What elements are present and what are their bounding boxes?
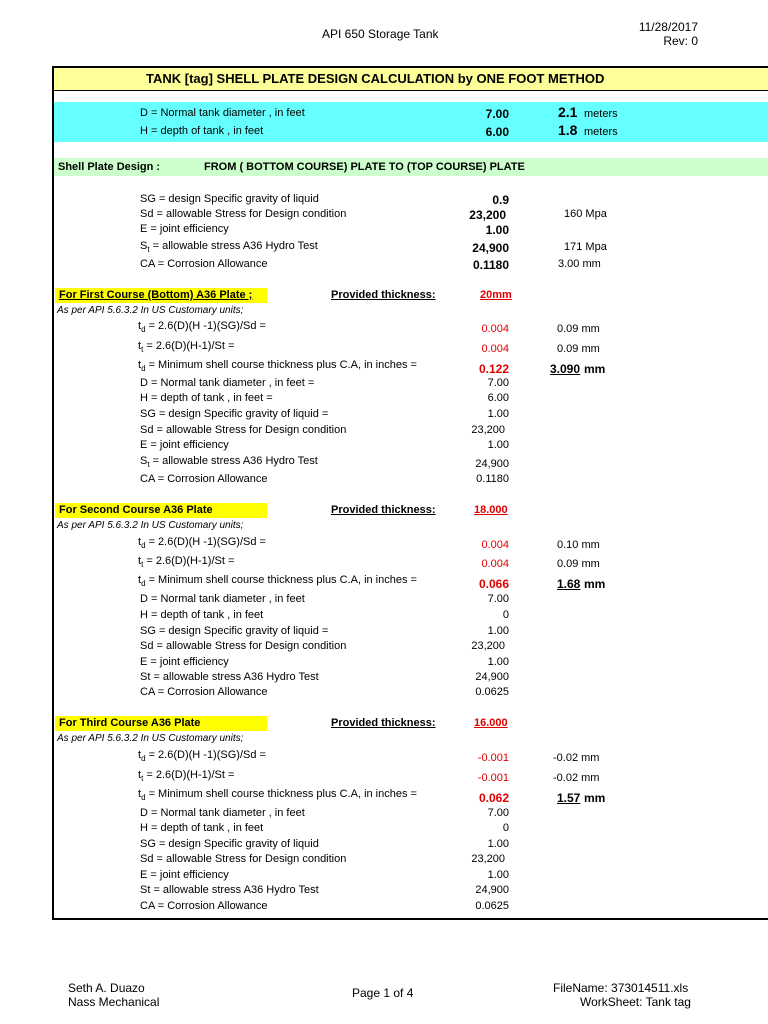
page-header-rev: Rev: 0 <box>663 34 698 48</box>
course2-sd-label: Sd = allowable Stress for Design condition <box>140 640 347 652</box>
course1-tmin-symbol: t <box>138 359 142 371</box>
footer-worksheet: WorkSheet: Tank tag <box>580 995 691 1009</box>
shell-design-desc: FROM ( BOTTOM COURSE) PLATE TO (TOP COURSE) PLATE <box>204 161 525 173</box>
course2-d-value: 7.00 <box>487 593 509 605</box>
course1-title: For First Course (Bottom) A36 Plate ; <box>59 289 253 301</box>
course1-st-label <box>140 455 318 467</box>
course3-sd-value: 23,200 <box>471 853 505 865</box>
diameter-label: D = Normal tank diameter , in feet <box>140 107 305 119</box>
course1-tmin-subscript: d <box>141 364 146 373</box>
course2-provided-value: 18.000 <box>474 504 508 516</box>
course1-e-label: E = joint efficiency <box>140 439 229 451</box>
course1-st-subscript: t <box>147 460 150 469</box>
course1-d-value: 7.00 <box>487 377 509 389</box>
course3-e-value: 1.00 <box>487 869 509 881</box>
course3-tt-value: -0.001 <box>477 772 509 784</box>
course1-e-value: 1.00 <box>487 439 509 451</box>
course2-ca-value: 0.0625 <box>475 686 509 698</box>
page-header-date: 11/28/2017 <box>638 20 698 34</box>
course1-tmin-formula: = Minimum shell course thickness plus C.A, in inches = <box>145 359 417 371</box>
param-ca-value: 0.1180 <box>472 258 509 272</box>
param-ca-metric: 3.00 mm <box>558 258 601 270</box>
course1-tt-symbol: t <box>138 340 142 352</box>
course1-provided-label: Provided thickness: <box>331 289 436 301</box>
param-st-desc: = allowable stress A36 Hydro Test <box>149 240 318 252</box>
course3-td-value: -0.001 <box>477 752 509 764</box>
course1-tt-value: 0.004 <box>481 343 509 355</box>
course1-sd-value: 23,200 <box>471 424 505 436</box>
course2-h-value: 0 <box>502 609 509 621</box>
course2-td-formula: = 2.6(D)(H -1)(SG)/Sd = <box>145 536 266 548</box>
course2-tmin-mm: 1.68 <box>557 577 581 591</box>
course1-h-value: 6.00 <box>487 392 509 404</box>
course2-sg-label: SG = design Specific gravity of liquid = <box>140 625 329 637</box>
course3-st-value: 24,900 <box>475 884 509 896</box>
diameter-value: 7.00 <box>485 107 509 121</box>
course3-sg-value: 1.00 <box>487 838 509 850</box>
diameter-unit: meters <box>584 108 618 120</box>
course1-sd-label: Sd = allowable Stress for Design condition <box>140 424 347 436</box>
course2-as-per: As per API 5.6.3.2 In US Customary units; <box>57 520 244 531</box>
course2-tmin-unit: mm <box>584 577 606 591</box>
depth-unit: meters <box>584 126 618 138</box>
course2-st-value: 24,900 <box>475 671 509 683</box>
param-ca-label: CA = Corrosion Allowance <box>140 258 268 270</box>
depth-metric: 1.8 <box>558 122 578 138</box>
course3-ca-value: 0.0625 <box>475 900 509 912</box>
course3-tmin-mm: 1.57 <box>557 791 581 805</box>
course2-td-value: 0.004 <box>481 539 509 551</box>
course1-d-label: D = Normal tank diameter , in feet = <box>140 377 315 389</box>
course2-tt-label <box>138 555 234 567</box>
course3-d-value: 7.00 <box>487 807 509 819</box>
course2-td-mm: 0.10 mm <box>557 539 600 551</box>
depth-label: H = depth of tank , in feet <box>140 125 264 137</box>
course3-tmin-subscript: d <box>141 793 146 802</box>
course1-tmin-label <box>138 359 417 371</box>
course2-td-label <box>138 536 266 548</box>
course3-h-value: 0 <box>502 822 509 834</box>
param-st-symbol: S <box>140 240 148 252</box>
course1-sg-value: 1.00 <box>487 408 509 420</box>
course1-td-subscript: d <box>141 325 146 334</box>
course2-sg-value: 1.00 <box>487 625 509 637</box>
course3-st-label: St = allowable stress A36 Hydro Test <box>140 884 319 896</box>
course3-tt-symbol: t <box>138 769 142 781</box>
course3-ca-label: CA = Corrosion Allowance <box>140 900 268 912</box>
footer-author: Seth A. Duazo <box>68 981 145 995</box>
course1-td-formula: = 2.6(D)(H -1)(SG)/Sd = <box>145 320 266 332</box>
course3-tt-label <box>138 769 234 781</box>
course1-tt-subscript: t <box>141 345 144 354</box>
course3-title: For Third Course A36 Plate <box>59 717 201 729</box>
course3-td-symbol: t <box>138 749 142 761</box>
course2-td-symbol: t <box>138 536 142 548</box>
param-e-value: 1.00 <box>485 223 509 237</box>
param-sg-value: 0.9 <box>492 193 509 207</box>
param-e-label: E = joint efficiency <box>140 223 229 235</box>
course2-tmin-value: 0.066 <box>478 577 509 591</box>
footer-page: Page 1 of 4 <box>352 986 414 1000</box>
course1-td-label <box>138 320 266 332</box>
param-sd-metric: 160 Mpa <box>564 208 607 220</box>
page-header-title: API 650 Storage Tank <box>322 27 439 41</box>
course3-h-label: H = depth of tank , in feet <box>140 822 264 834</box>
course1-ca-value: 0.1180 <box>476 473 509 485</box>
course2-tt-value: 0.004 <box>481 558 509 570</box>
course2-ca-label: CA = Corrosion Allowance <box>140 686 268 698</box>
course3-sg-label: SG = design Specific gravity of liquid <box>140 838 319 850</box>
param-sg-label: SG = design Specific gravity of liquid <box>140 193 319 205</box>
course1-tmin-value: 0.122 <box>478 362 509 376</box>
course2-tmin-subscript: d <box>141 579 146 588</box>
course2-e-value: 1.00 <box>487 656 509 668</box>
footer-company: Nass Mechanical <box>68 995 160 1009</box>
course1-st-symbol: S <box>140 455 148 467</box>
course3-provided-value: 16.000 <box>474 717 508 729</box>
course3-tmin-unit: mm <box>584 791 606 805</box>
depth-value: 6.00 <box>485 125 509 139</box>
param-st-label <box>140 240 318 252</box>
course3-td-mm: -0.02 mm <box>553 752 600 764</box>
course2-tt-formula: = 2.6(D)(H-1)/St = <box>143 555 235 567</box>
course2-tt-subscript: t <box>141 560 144 569</box>
course1-td-value: 0.004 <box>481 323 509 335</box>
course3-tmin-value: 0.062 <box>478 791 509 805</box>
course3-td-subscript: d <box>141 754 146 763</box>
course1-tmin-mm: 3.090 <box>550 362 581 376</box>
course1-as-per: As per API 5.6.3.2 In US Customary units; <box>57 305 244 316</box>
diameter-metric: 2.1 <box>558 104 578 120</box>
course1-st-desc: = allowable stress A36 Hydro Test <box>149 455 318 467</box>
course2-d-label: D = Normal tank diameter , in feet <box>140 593 305 605</box>
course3-td-label <box>138 749 266 761</box>
course1-provided-value: 20mm <box>480 289 512 301</box>
course1-st-value: 24,900 <box>475 458 509 470</box>
course2-provided-label: Provided thickness: <box>331 504 436 516</box>
course2-st-label: St = allowable stress A36 Hydro Test <box>140 671 319 683</box>
param-st-subscript: t <box>147 245 150 254</box>
main-title: TANK [tag] SHELL PLATE DESIGN CALCULATION by ONE FOOT METHOD <box>146 71 605 86</box>
course3-d-label: D = Normal tank diameter , in feet <box>140 807 305 819</box>
param-sd-value: 23,200 <box>469 208 506 222</box>
course1-h-label: H = depth of tank , in feet = <box>140 392 273 404</box>
course2-sd-value: 23,200 <box>471 640 505 652</box>
shell-design-label: Shell Plate Design : <box>58 161 161 173</box>
course3-sd-label: Sd = allowable Stress for Design condition <box>140 853 347 865</box>
course3-tmin-formula: = Minimum shell course thickness plus C.A, in inches = <box>145 788 417 800</box>
course2-tmin-symbol: t <box>138 574 142 586</box>
course3-tt-mm: -0.02 mm <box>553 772 600 784</box>
course1-ca-label: CA = Corrosion Allowance <box>140 473 268 485</box>
course2-tmin-label <box>138 574 417 586</box>
course2-h-label: H = depth of tank , in feet <box>140 609 264 621</box>
course1-tt-formula: = 2.6(D)(H-1)/St = <box>143 340 235 352</box>
course1-sg-label: SG = design Specific gravity of liquid = <box>140 408 329 420</box>
course3-provided-label: Provided thickness: <box>331 717 436 729</box>
course1-tt-label <box>138 340 234 352</box>
course1-td-mm: 0.09 mm <box>557 323 600 335</box>
param-st-metric: 171 Mpa <box>564 241 607 253</box>
course1-td-symbol: t <box>138 320 142 332</box>
course2-e-label: E = joint efficiency <box>140 656 229 668</box>
course3-tmin-label <box>138 788 417 800</box>
course3-tmin-symbol: t <box>138 788 142 800</box>
course3-e-label: E = joint efficiency <box>140 869 229 881</box>
course2-tmin-formula: = Minimum shell course thickness plus C.A, in inches = <box>145 574 417 586</box>
course3-tt-formula: = 2.6(D)(H-1)/St = <box>143 769 235 781</box>
course3-as-per: As per API 5.6.3.2 In US Customary units; <box>57 733 244 744</box>
course3-tt-subscript: t <box>141 774 144 783</box>
course1-tmin-unit: mm <box>584 362 606 376</box>
course1-tt-mm: 0.09 mm <box>557 343 600 355</box>
param-sd-label: Sd = allowable Stress for Design condition <box>140 208 347 220</box>
course2-tt-mm: 0.09 mm <box>557 558 600 570</box>
course2-title: For Second Course A36 Plate <box>59 504 213 516</box>
course2-td-subscript: d <box>141 541 146 550</box>
course3-td-formula: = 2.6(D)(H -1)(SG)/Sd = <box>145 749 266 761</box>
param-st-value: 24,900 <box>472 241 509 255</box>
course2-tt-symbol: t <box>138 555 142 567</box>
footer-filename: FileName: 373014511.xls <box>553 981 689 995</box>
